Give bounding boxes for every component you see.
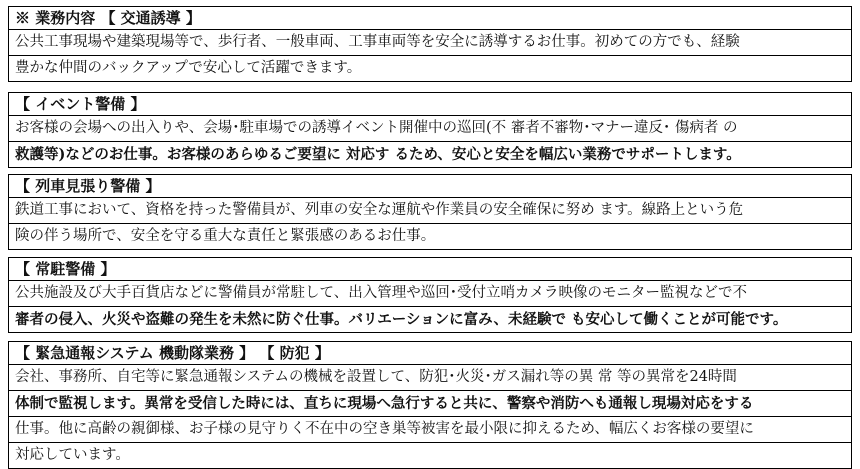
section-heading: 【 常駐警備 】 — [8, 257, 852, 281]
section-text-line: 会社、事務所、自宅等に緊急通報システムの機械を設置して、防犯･火災･ガス漏れ等の異 常 等の異常を24時間 — [8, 365, 852, 391]
section-resident-security — [8, 257, 852, 333]
section-text-line: お客様の会場への出入りや、会場･駐車場での誘導イベント開催中の巡回(不 審者不審物･マナー違反･ 傷病者 の — [8, 116, 852, 142]
section-text-line: 仕事。他に高齢の親御様、お子様の見守りく不在中の空き巣等被害を最小限に抑えるため、幅広くお客様の要望に — [8, 417, 852, 443]
section-text-line: 公共工事現場や建築現場等で、歩行者、一般車両、工事車両等を安全に誘導するお仕事。初めての方でも、経験 — [8, 30, 852, 56]
section-text-line: 鉄道工事において、資格を持った警備員が、列車の安全な運航や作業員の安全確保に努め ます。線路上という危 — [8, 198, 852, 224]
section-event-security — [8, 92, 852, 168]
section-heading: ※ 業務内容 【 交通誘導 】 — [8, 6, 852, 30]
section-heading: 【 緊急通報システム 機動隊業務 】 【 防犯 】 — [8, 341, 852, 365]
section-text-line: 体制で監視します。異常を受信した時には、直ちに現場へ急行すると共に、警察や消防へも通報し現場対応をする — [8, 391, 852, 417]
section-text-line: 救護等)などのお仕事。お客様のあらゆるご要望に 対応す るため、安心と安全を幅広い業務でサポートします。 — [8, 142, 852, 168]
section-heading: 【 イベント警備 】 — [8, 92, 852, 116]
section-traffic-guidance — [8, 6, 852, 82]
section-heading: 【 列車見張り警備 】 — [8, 174, 852, 198]
section-text-line: 豊かな仲間のバックアップで安心して活躍できます。 — [8, 56, 852, 82]
section-text-line: 公共施設及び大手百貨店などに警備員が常駐して、出入管理や巡回･受付立哨カメラ映像のモニター監視などで不 — [8, 281, 852, 307]
section-emergency-alarm-system — [8, 341, 852, 469]
section-text-line: 審者の侵入、火災や盗難の発生を未然に防ぐ仕事。バリエーションに富み、未経験で も安心して働くことが可能です。 — [8, 307, 852, 333]
section-text-line: 対応しています。 — [8, 443, 852, 469]
section-text-line: 険の伴う場所で、安全を守る重大な責任と緊張感のあるお仕事。 — [8, 224, 852, 250]
section-train-lookout-security — [8, 174, 852, 250]
